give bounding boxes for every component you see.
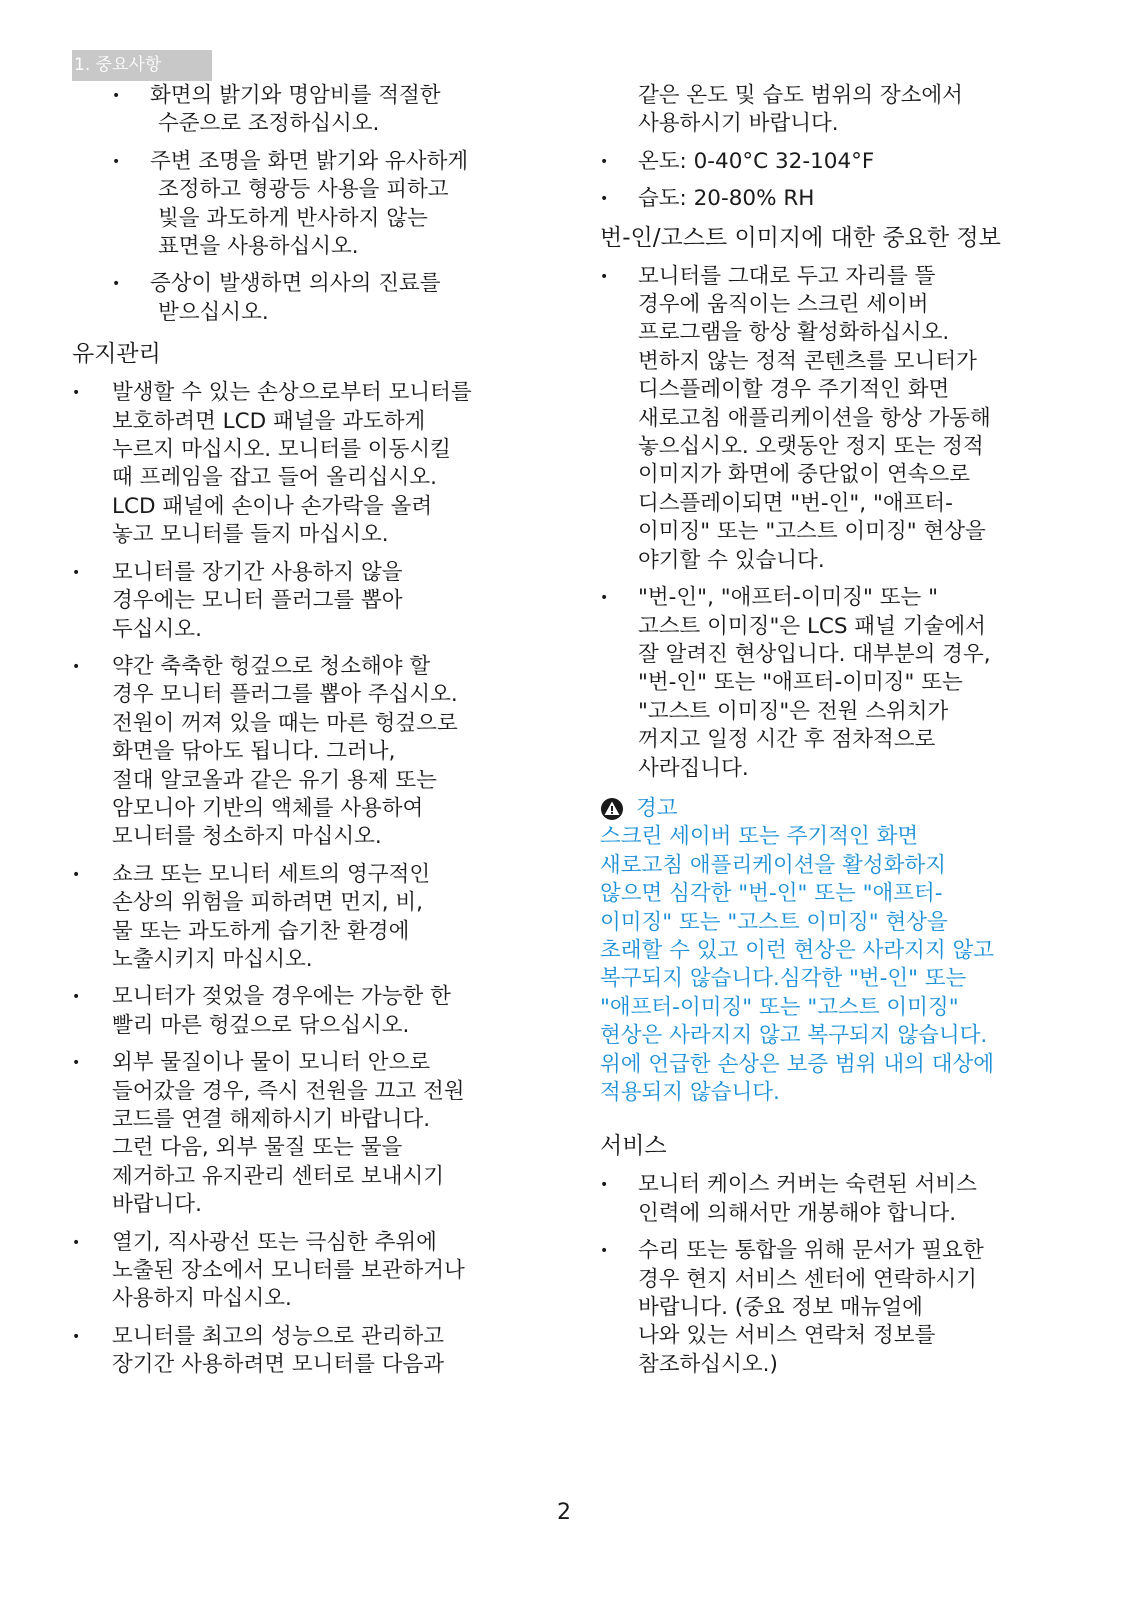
line: "고스트 이미징"은 전원 스위치가 [638,698,949,724]
line: 두십시오. [112,616,202,642]
line: "번-인" 또는 "애프터-이미징" 또는 [638,670,963,696]
line: 손상의 위험을 피하려면 먼지, 비, [112,890,424,916]
line: • 모니터가 젖었을 경우에는 가능한 한 [112,984,451,1010]
list-item [600,1171,1060,1228]
line: • 약간 축축한 헝겊으로 청소해야 할 [112,653,431,679]
list-item [72,270,542,327]
line: • 외부 물질이나 물이 모니터 안으로 [112,1050,431,1076]
line: 프로그램을 항상 활성화하십시오. [638,320,950,346]
line: 화면을 닦아도 됩니다. 그러나, [112,739,396,765]
line: • 주변 조명을 화면 밝기와 유사하게 [150,148,469,174]
line: 위에 언급한 손상은 보증 범위 내의 대상에 [600,1051,995,1077]
section-tab: 1. 중요사항 [72,50,212,81]
line: • 모니터를 최고의 성능으로 관리하고 [112,1323,445,1349]
line: 보호하려면 LCD 패널을 과도하게 [112,408,426,434]
line: 들어갔을 경우, 즉시 전원을 끄고 전원 [112,1078,465,1104]
line: 인력에 의해서만 개봉해야 합니다. [638,1200,957,1226]
line: 디스플레이되면 "번-인", "애프터- [638,490,953,516]
line: 장기간 사용하려면 모니터를 다음과 [112,1352,445,1378]
warning-header [600,795,1060,823]
list-item [72,82,542,139]
line: 스크린 세이버 또는 주기적인 화면 [600,824,919,850]
line: • 증상이 발생하면 의사의 진료를 [150,271,441,297]
line: 제거하고 유지관리 센터로 보내시기 [112,1163,445,1189]
maintenance-bullet-list [72,379,542,1379]
line: 경우 모니터 플러그를 뽑아 주십시오. [112,682,458,708]
line: 디스플레이할 경우 주기적인 화면 [638,377,950,403]
line: • 모니터를 장기간 사용하지 않을 [112,559,403,585]
line: 조정하고 형광등 사용을 피하고 [158,177,449,203]
line: 노출된 장소에서 모니터를 보관하거나 [112,1258,465,1284]
maintenance-heading: 유지관리 [72,341,161,368]
line: 변하지 않는 정적 콘텐츠를 모니터가 [638,348,977,374]
line: 누르지 마십시오. 모니터를 이동시킬 [112,437,451,463]
continuation-paragraph [600,82,1060,139]
line: • 온도: 0-40°C 32-104°F [638,148,875,174]
line: 사라집니다. [638,755,749,781]
line: 전원이 꺼져 있을 때는 마른 헝겊으로 [112,710,458,736]
environment-bullet-list [600,148,1060,214]
line: 때 프레임을 잡고 들어 올리십시오. [112,465,437,491]
line: 바랍니다. [112,1192,202,1218]
left-column [72,82,542,1389]
warning-triangle-icon [600,797,624,821]
list-item [72,148,542,262]
list-item [72,983,542,1040]
line: 꺼지고 일정 시간 후 점차적으로 [638,727,936,753]
line: 잘 알려진 현상입니다. 대부분의 경우, [638,641,991,667]
list-item [600,1237,1060,1379]
line: LCD 패널에 손이나 손가락을 올려 [112,493,433,519]
line: 새로고침 애플리케이션을 활성화하지 [600,852,946,878]
line: 빛을 과도하게 반사하지 않는 [158,205,428,231]
page-number: 2 [557,1500,571,1525]
line: 수준으로 조정하십시오. [158,111,380,137]
list-item [72,1229,542,1314]
line: 노출시키지 마십시오. [112,946,313,972]
line: • 쇼크 또는 모니터 세트의 영구적인 [112,861,431,887]
line: 놓고 모니터를 들지 마십시오. [112,522,389,548]
line: 사용하지 마십시오. [112,1286,292,1312]
service-heading: 서비스 [600,1133,667,1160]
line: 고스트 이미징"은 LCS 패널 기술에서 [638,613,986,639]
line: • 모니터 케이스 커버는 숙련된 서비스 [638,1172,977,1198]
list-item [72,379,542,549]
line: 새로고침 애플리케이션을 항상 가동해 [638,405,991,431]
line: 경우에 움직이는 스크린 세이버 [638,292,929,318]
line: • "번-인", "애프터-이미징" 또는 " [638,585,938,611]
line: 경우 현지 서비스 센터에 연락하시기 [638,1266,977,1292]
line: 물 또는 과도하게 습기찬 환경에 [112,918,410,944]
burnin-heading: 번-인/고스트 이미지에 대한 중요한 정보 [600,224,1001,251]
line: 이미징" 또는 "고스트 이미징" 현상을 [600,909,948,935]
line: 야기할 수 있습니다. [638,547,825,573]
list-item [600,148,1060,176]
list-item [72,653,542,852]
line: 놓으십시오. 오랫동안 정지 또는 정적 [638,434,984,460]
line: 암모니아 기반의 액체를 사용하여 [112,795,424,821]
line: 복구되지 않습니다.심각한 "번-인" 또는 [600,966,967,992]
line: 적용되지 않습니다. [600,1080,780,1105]
line: 않으면 심각한 "번-인" 또는 "애프터- [600,881,943,907]
list-item [600,185,1060,213]
list-item [600,584,1060,783]
line: 그런 다음, 외부 물질 또는 물을 [112,1135,403,1161]
list-item [72,861,542,975]
line: 이미지가 화면에 중단없이 연속으로 [638,462,971,488]
line: 참조하십시오.) [638,1351,778,1377]
line: • 화면의 밝기와 명암비를 적절한 [150,83,441,108]
warning-box [600,795,1060,1107]
line: 사용하시기 바랍니다. [638,111,839,137]
list-item [72,1049,542,1219]
line: 이미징" 또는 "고스트 이미징" 현상을 [638,519,986,545]
line: 표면을 사용하십시오. [158,234,359,260]
line: • 열기, 직사광선 또는 극심한 추위에 [112,1229,437,1255]
line: 빨리 마른 헝겊으로 닦으십시오. [112,1012,410,1038]
line: "애프터-이미징" 또는 "고스트 이미징" [600,994,959,1020]
line: 절대 알코올과 같은 유기 용제 또는 [112,767,437,793]
list-item [72,559,542,644]
line: • 수리 또는 통합을 위해 문서가 필요한 [638,1238,984,1264]
service-bullet-list [600,1171,1060,1379]
list-item [72,1323,542,1380]
line: 경우에는 모니터 플러그를 뽑아 [112,588,403,614]
line: 코드를 연결 해제하시기 바랍니다. [112,1107,431,1132]
line: • 습도: 20-80% RH [638,186,815,212]
line: 받으십시오. [158,299,269,325]
line: 같은 온도 및 습도 범위의 장소에서 [638,83,963,108]
burnin-bullet-list [600,263,1060,783]
line: 모니터를 청소하지 마십시오. [112,824,382,850]
line: • 모니터를 그대로 두고 자리를 뜰 [638,263,936,289]
line: 나와 있는 서비스 연락처 정보를 [638,1323,936,1349]
intro-bullet-list [72,82,542,327]
warning-title: 경고 [636,795,678,821]
line: 바랍니다. (중요 정보 매뉴얼에 [638,1295,923,1321]
list-item [600,263,1060,575]
line: • 발생할 수 있는 손상으로부터 모니터를 [112,380,472,406]
line: 현상은 사라지지 않고 복구되지 않습니다. [600,1023,988,1049]
line: 초래할 수 있고 이런 현상은 사라지지 않고 [600,937,995,963]
right-column [600,82,1060,1388]
